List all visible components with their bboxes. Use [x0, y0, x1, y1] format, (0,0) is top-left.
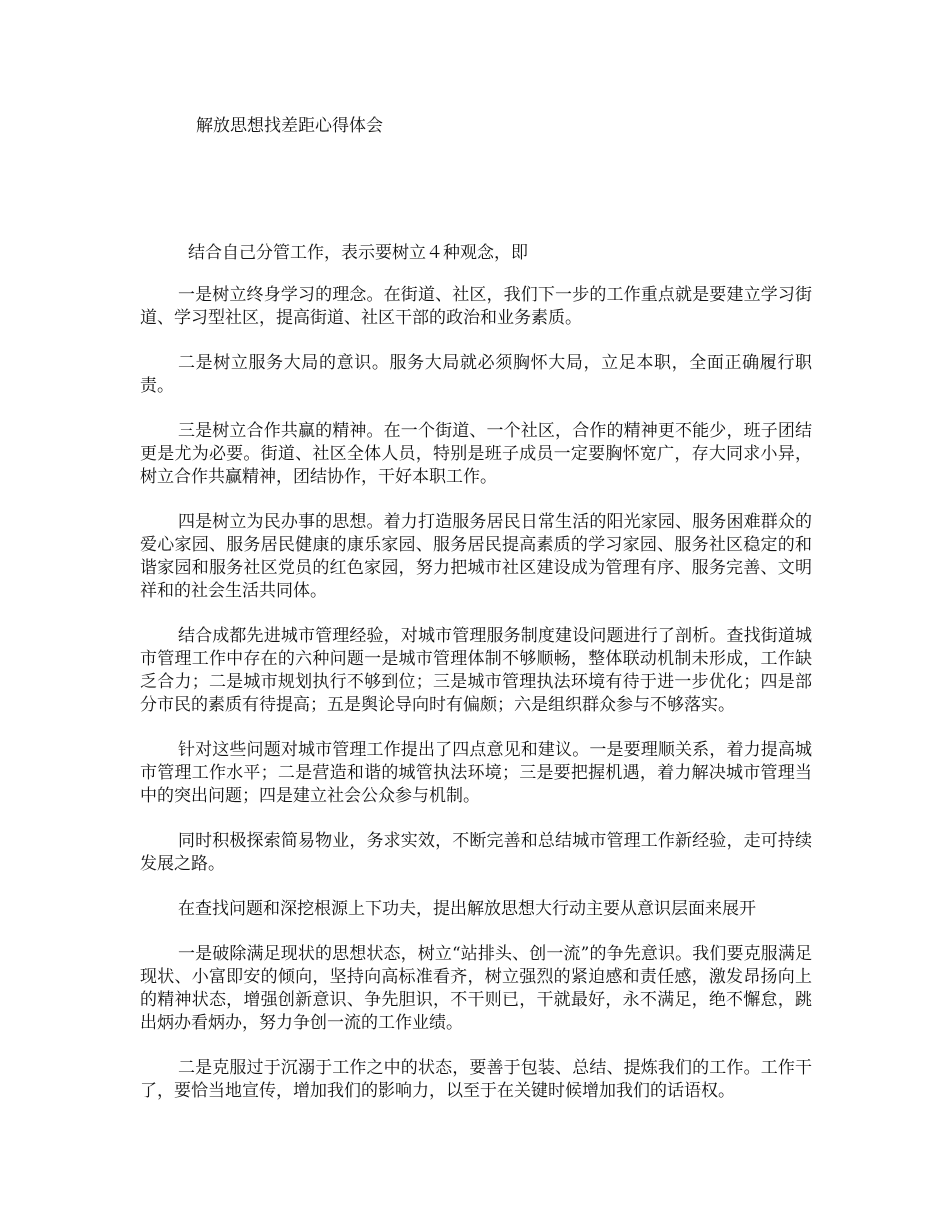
paragraph-7: 同时积极探索简易物业，务求实效，不断完善和总结城市管理工作新经验，走可持续发展之路。 [140, 831, 812, 874]
intro-line: 结合自己分管工作，表示要树立４种观念，即 [188, 243, 528, 263]
paragraph-4: 四是树立为民办事的思想。着力打造服务居民日常生活的阳光家园、服务困难群众的爱心家园、服务居民健康的康乐家园、服务居民提高素质的学习家园、服务社区稳定的和谐家园和服务社区党员的红色家园，努力把城市社区建设成为管理有序、服务完善、文明祥和的社会生活共同体。 [140, 512, 812, 601]
paragraph-9: 一是破除满足现状的思想状态，树立“站排头、创一流”的争先意识。我们要克服满足现状、小富即安的倾向，坚持向高标准看齐，树立强烈的紧迫感和责任感，激发昂扬向上的精神状态，增强创新意识、争先胆识，不干则已，干就最好，永不满足，绝不懈怠，跳出炳办看炳办，努力争创一流的工作业绩。 [140, 944, 812, 1033]
paragraph-5: 结合成都先进城市管理经验，对城市管理服务制度建设问题进行了剖析。查找街道城市管理工作中存在的六种问题一是城市管理体制不够顺畅，整体联动机制未形成，工作缺乏合力；二是城市规划执行不够到位；三是城市管理执法环境有待于进一步优化；四是部分市民的素质有待提高；五是舆论导向时有偏颇；六是组织群众参与不够落实。 [140, 626, 812, 715]
paragraph-1: 一是树立终身学习的理念。在街道、社区，我们下一步的工作重点就是要建立学习街道、学习型社区，提高街道、社区干部的政治和业务素质。 [140, 285, 812, 328]
paragraph-2: 二是树立服务大局的意识。服务大局就必须胸怀大局，立足本职，全面正确履行职责。 [140, 353, 812, 396]
paragraph-3: 三是树立合作共赢的精神。在一个街道、一个社区，合作的精神更不能少，班子团结更是尤为必要。街道、社区全体人员，特别是班子成员一定要胸怀宽广，存大同求小异，树立合作共赢精神，团结协作，干好本职工作。 [140, 421, 812, 487]
paragraph-10: 二是克服过于沉溺于工作之中的状态，要善于包装、总结、提炼我们的工作。工作干了，要恰当地宣传，增加我们的影响力，以至于在关键时候增加我们的话语权。 [140, 1058, 812, 1101]
document-body [140, 284, 812, 1125]
document-title: 解放思想找差距心得体会 [196, 116, 383, 136]
paragraph-8: 在查找问题和深挖根源上下功夫，提出解放思想大行动主要从意识层面来展开 [178, 899, 756, 919]
paragraph-6: 针对这些问题对城市管理工作提出了四点意见和建议。一是要理顺关系，着力提高城市管理工作水平；二是营造和谐的城管执法环境；三是要把握机遇，着力解决城市管理当中的突出问题；四是建立社会公众参与机制。 [140, 740, 812, 806]
